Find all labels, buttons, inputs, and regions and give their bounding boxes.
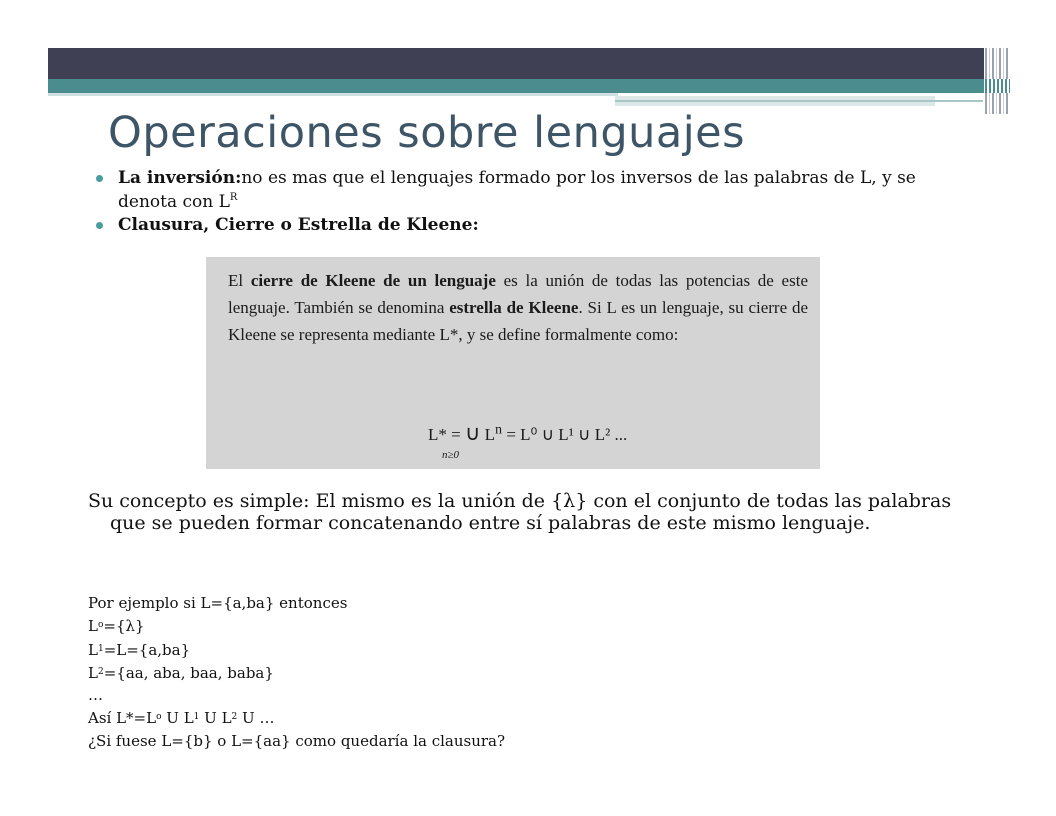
kleene-formula: [428, 421, 628, 461]
kleene-definition-text: [228, 267, 808, 348]
example-question: ¿Si fuese L={b} o L={aa} como quedaría la clausura?: [88, 731, 506, 750]
bullet-clausura-heading: Clausura, Cierre o Estrella de Kleene:: [118, 215, 479, 235]
example-value: ={aa, aba, baa, baba}: [103, 663, 274, 682]
example-term: L: [88, 640, 98, 659]
example-term: U L: [161, 709, 194, 728]
example-exponent: 1: [193, 712, 200, 723]
formula-term: L: [484, 425, 495, 444]
example-term: U L: [199, 709, 232, 728]
example-ellipsis: …: [88, 686, 103, 705]
figure-text-part: . Si L es un lenguaje, su cierre de Kleene se representa mediante L*, y se define formalmente como:: [228, 298, 808, 344]
header-line-right: [615, 100, 983, 102]
example-value: ={λ}: [103, 617, 145, 636]
figure-bold-term: cierre de Kleene de un lenguaje: [250, 271, 496, 290]
slide-title: Operaciones sobre lenguajes: [108, 108, 746, 158]
example-l0: [88, 614, 505, 637]
figure-text-part: El: [228, 271, 251, 290]
header-band-light: [48, 93, 618, 96]
examples-block: [88, 592, 505, 752]
example-exponent: o: [156, 712, 162, 723]
header-band-teal: [48, 79, 984, 93]
header-band-dark: [48, 48, 984, 79]
example-exponent: 2: [97, 666, 104, 677]
example-intro: Por ejemplo si L={a,ba} entonces: [88, 594, 348, 612]
example-l2: [88, 661, 505, 684]
figure-bold-term: estrella de Kleene: [449, 298, 579, 317]
formula-subscript: n≥0: [442, 449, 460, 461]
bullet-inversion-sup: R: [229, 192, 238, 203]
bullet-clausura: [96, 215, 916, 235]
formula-rest: = L⁰ ∪ L¹ ∪ L² ...: [502, 425, 628, 444]
example-term: L: [88, 663, 98, 682]
example-asi: [88, 706, 505, 729]
example-exponent: o: [97, 620, 104, 631]
formula-left: L* =: [428, 425, 461, 444]
example-term: L: [88, 617, 98, 636]
formula-union-symbol: ∪: [464, 421, 481, 445]
example-l1: [88, 638, 505, 661]
bullet-inversion: [96, 168, 916, 212]
bullet-inversion-heading: La inversión:: [118, 168, 242, 188]
figure-text-part: es la unión de todas las potencias de este lenguaje. También se denomina: [228, 271, 808, 317]
example-value: =L={a,ba}: [103, 640, 191, 659]
example-exponent: 1: [97, 643, 104, 654]
example-term: Así L*=L: [88, 709, 157, 728]
header-stripes-teal: [985, 79, 1010, 93]
concept-paragraph: Su concepto es simple: El mismo es la unión de {λ} con el conjunto de todas las palabras que se pueden formar concatenando entre sí palabras de este mismo lenguaje.: [88, 490, 952, 534]
formula-exponent: n: [495, 421, 503, 438]
bullet-list: [96, 168, 916, 238]
example-value: U …: [237, 709, 275, 728]
kleene-definition-image: [206, 257, 820, 469]
bullet-dot: [96, 222, 103, 229]
example-exponent: 2: [231, 712, 238, 723]
bullet-inversion-text: no es mas que el lenguajes formado por los inversos de las palabras de L, y se denota con L: [118, 168, 916, 212]
bullet-dot: [96, 175, 103, 182]
